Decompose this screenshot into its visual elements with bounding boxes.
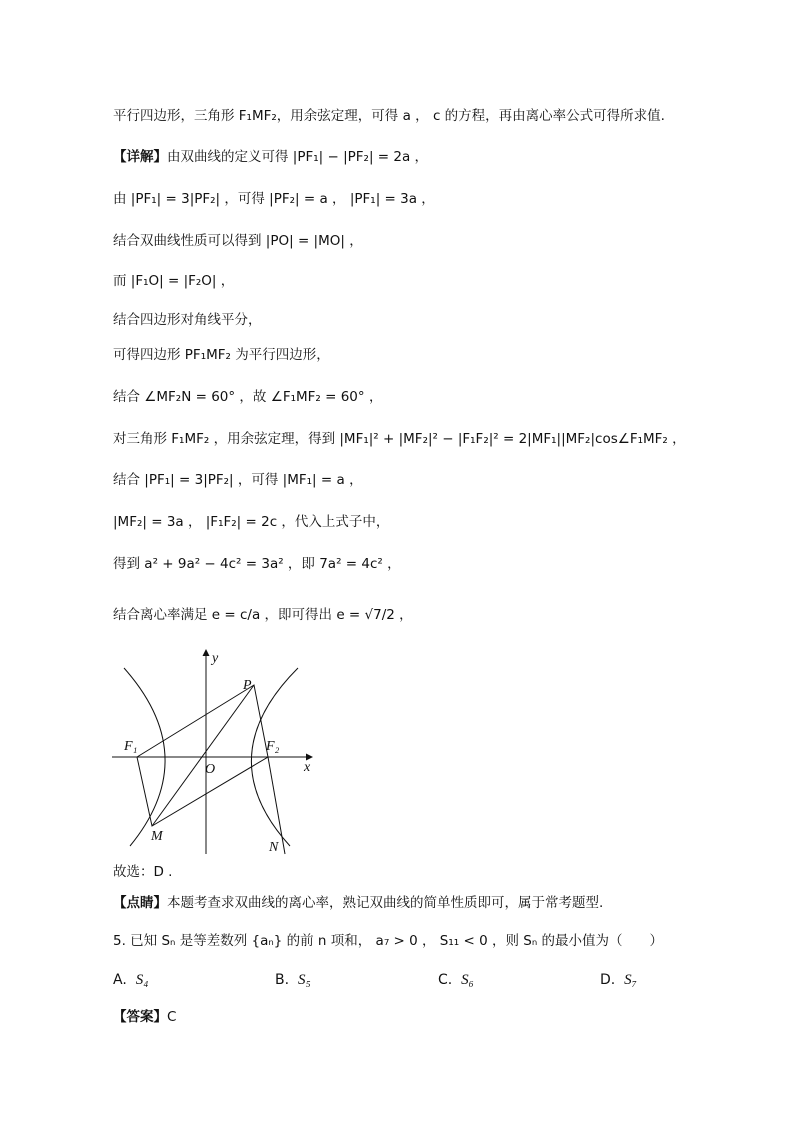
text-line-7: 可得四边形 PF₁MF₂ 为平行四边形，	[113, 347, 330, 363]
option-c[interactable]: C. S₆	[438, 972, 474, 988]
tag-detail: 【详解】	[113, 149, 167, 165]
text-line-15: 【点睛】本题考查求双曲线的离心率，熟记双曲线的简单性质即可，属于常考题型.	[113, 895, 604, 911]
tag-answer: 【答案】	[113, 1009, 167, 1025]
hyperbola-figure	[108, 646, 320, 858]
label-f1: F₁	[124, 739, 138, 754]
label-p: P	[243, 678, 252, 693]
text-line-8: 结合 ∠MF₂N = 60° ，故 ∠F₁MF₂ = 60° ，	[113, 389, 383, 405]
label-f2: F₂	[266, 739, 280, 754]
text-line-5: 而 |F₁O| = |F₂O| ，	[113, 273, 235, 289]
text-line-9: 对三角形 F₁MF₂ ，用余弦定理，得到 |MF₁|² + |MF₂|² − |F₁F₂|² = 2|MF₁||MF₂|cos∠F₁MF₂ ，	[113, 431, 686, 447]
text-line-12: 得到 a² + 9a² − 4c² = 3a² ，即 7a² = 4c² ，	[113, 556, 401, 572]
answer-value: C	[167, 1009, 177, 1025]
option-a[interactable]: A. S₄	[113, 972, 149, 988]
text-line-14: 故选：D .	[113, 864, 173, 880]
text-line-1: 平行四边形，三角形 F₁MF₂，用余弦定理，可得 a ， c 的方程，再由离心率公式可得所求值.	[113, 108, 665, 124]
text-line-13: 结合离心率满足 e = c/a ，即可得出 e = √7/2 ，	[113, 607, 413, 623]
tag-tip: 【点睛】	[113, 895, 167, 911]
label-m: M	[151, 829, 163, 844]
label-y: y	[212, 651, 219, 666]
diagonal-pm	[152, 685, 254, 826]
text-line-11: |MF₂| = 3a ， |F₁F₂| = 2c ，代入上式子中，	[113, 514, 390, 530]
answer-line	[113, 1007, 176, 1027]
text-line-3: 由 |PF₁| = 3|PF₂| ，可得 |PF₂| = a ， |PF₁| = 3a ，	[113, 191, 435, 207]
text-line-10: 结合 |PF₁| = 3|PF₂| ，可得 |MF₁| = a ，	[113, 472, 363, 488]
label-n: N	[269, 840, 279, 855]
y-axis-arrow	[203, 649, 210, 656]
text-line-2: 【详解】由双曲线的定义可得 |PF₁| − |PF₂| = 2a ，	[113, 149, 429, 165]
option-d[interactable]: D. S₇	[600, 972, 637, 988]
text-line-4: 结合双曲线性质可以得到 |PO| = |MO| ，	[113, 233, 363, 249]
question-5: 5. 已知 Sₙ 是等差数列 {aₙ} 的前 n 项和， a₇ > 0 ， S₁₁ < 0 ，则 Sₙ 的最小值为（ ）	[113, 933, 663, 949]
label-x: x	[304, 760, 311, 775]
option-b[interactable]: B. S₅	[275, 972, 311, 988]
text-line-6: 结合四边形对角线平分，	[113, 312, 262, 328]
label-o: O	[205, 762, 216, 777]
